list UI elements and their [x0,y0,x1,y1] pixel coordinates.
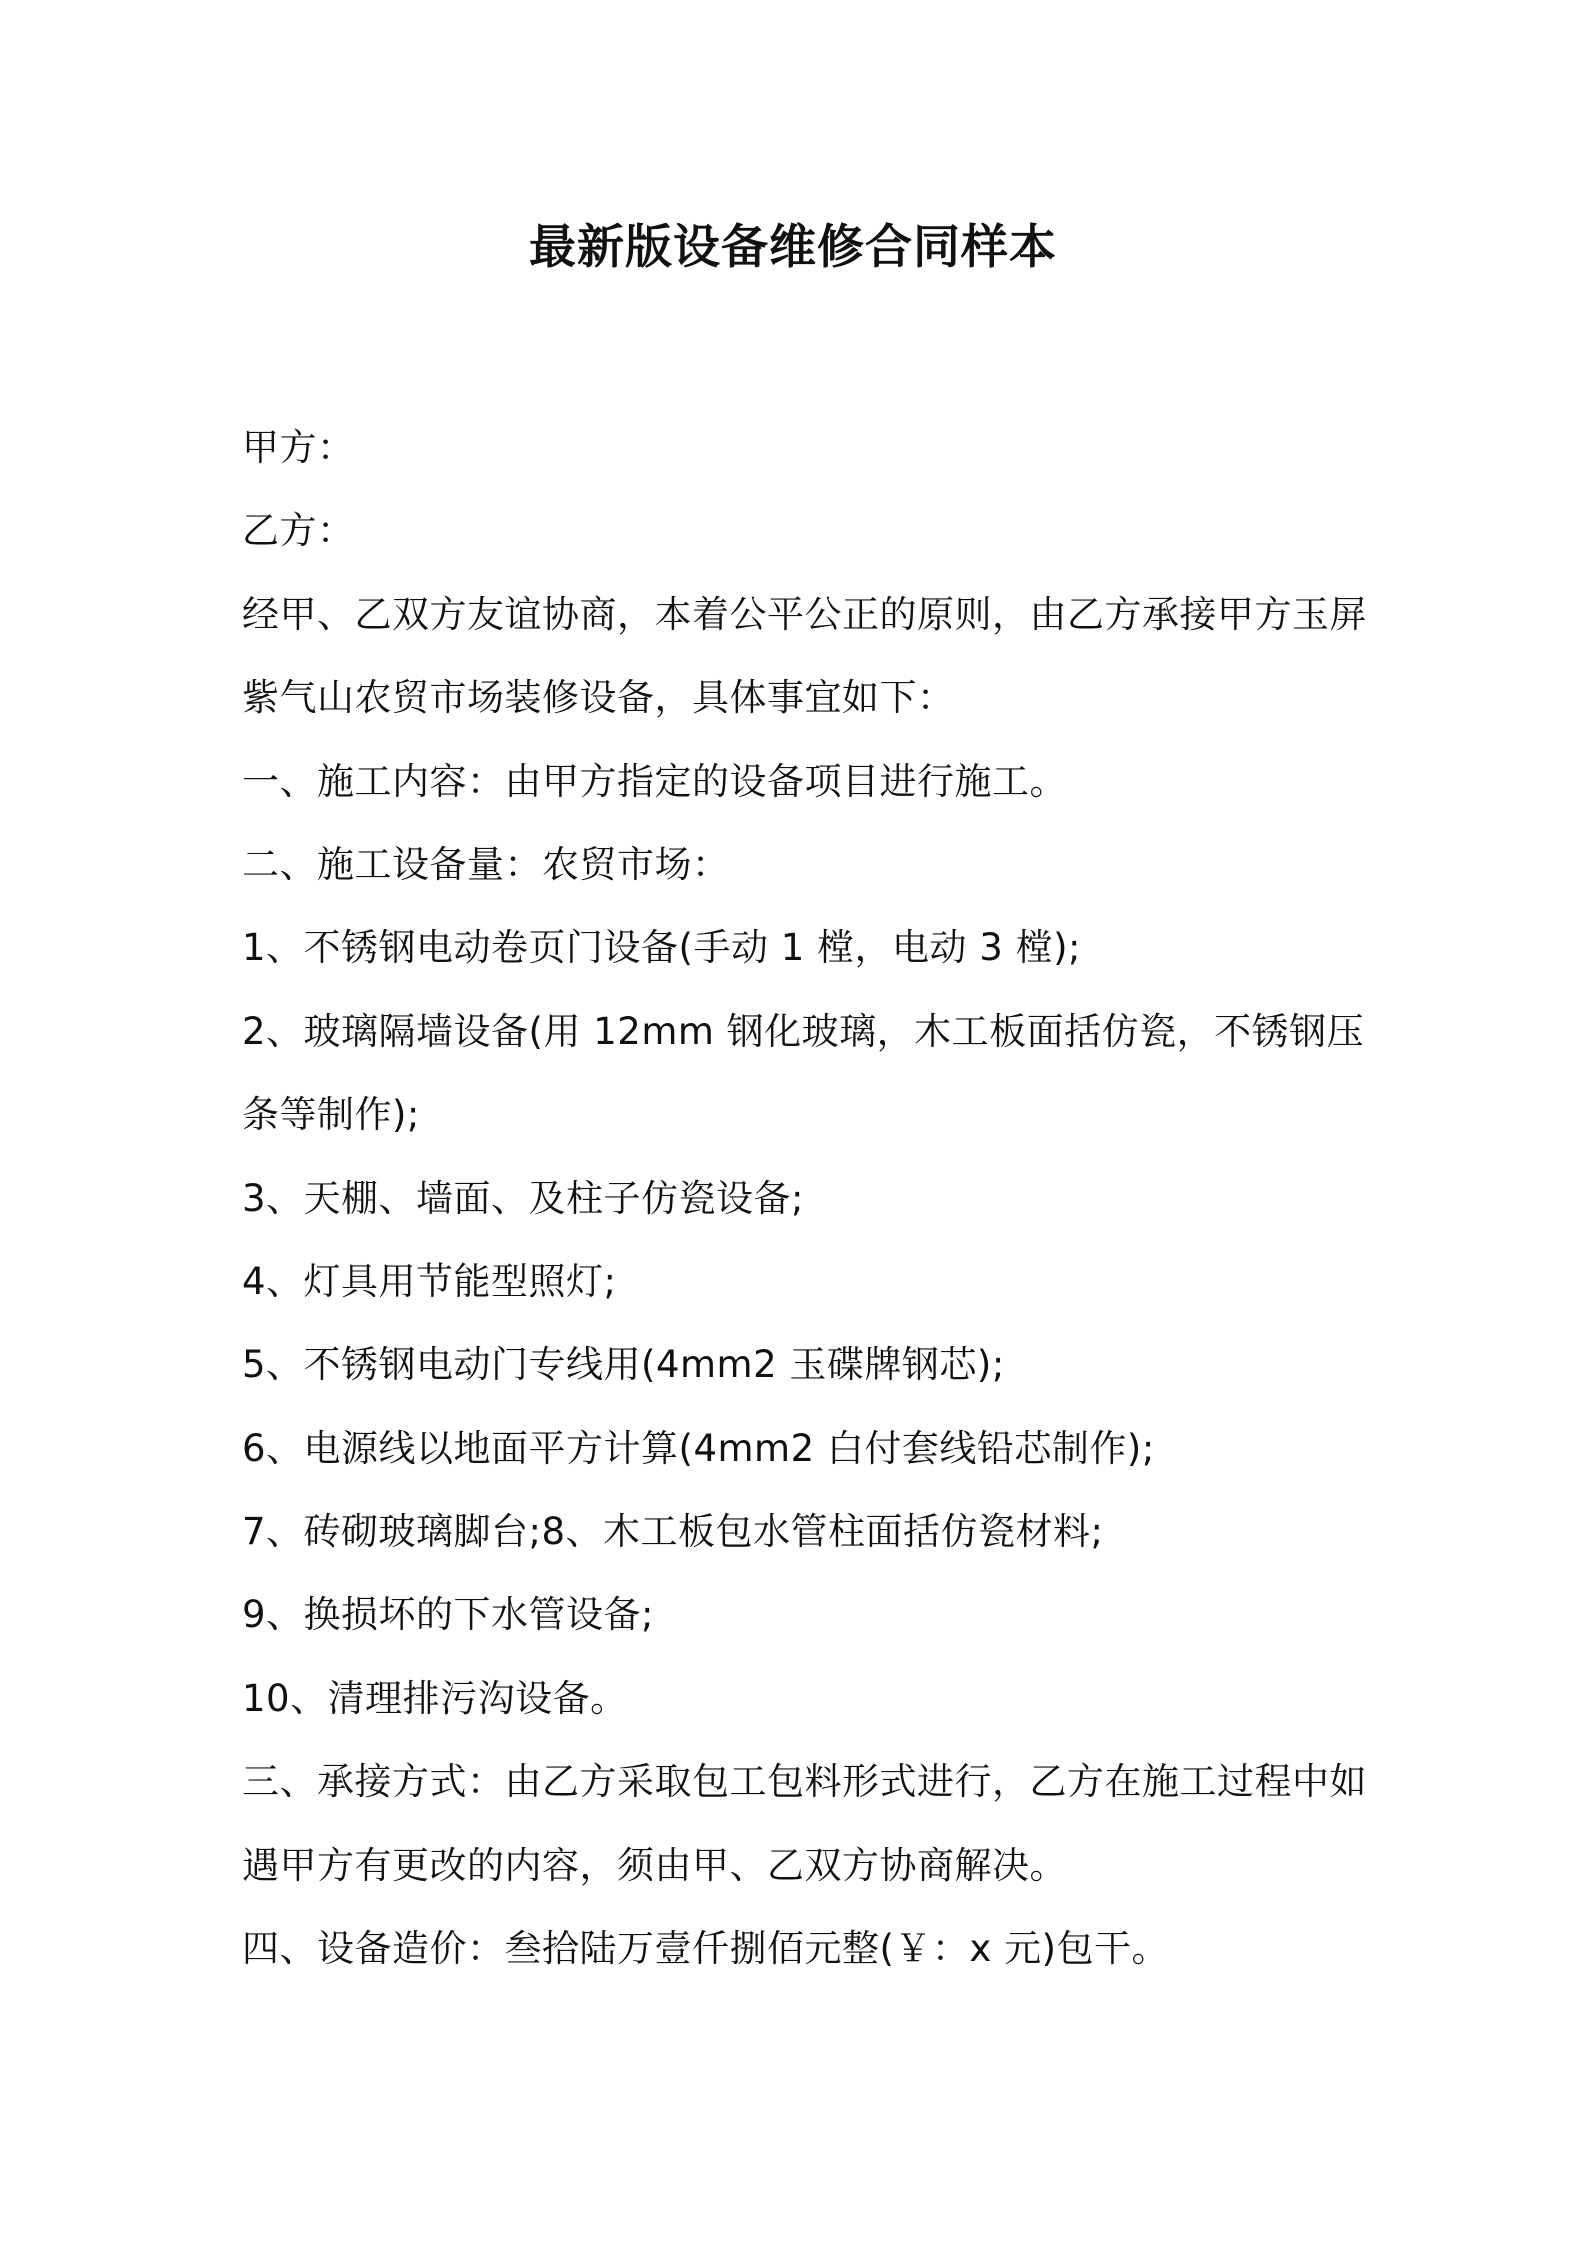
section-construction-quantity: 二、施工设备量：农贸市场： [242,842,730,886]
section-contract-method: 三、承接方式：由乙方采取包工包料形式进行，乙方在施工过程中如 [242,1760,1367,1804]
list-item: 5、不锈钢电动门专线用(4mm2 玉碟牌钢芯); [242,1343,1005,1387]
document-body [242,406,1367,1990]
party-a-line: 甲方： [242,426,355,469]
list-item: 6、电源线以地面平方计算(4mm2 白付套线铅芯制作); [242,1426,1155,1470]
list-item: 1、不锈钢电动卷页门设备(手动 1 樘，电动 3 樘); [242,926,1082,970]
list-item: 2、玻璃隔墙设备(用 12mm 钢化玻璃，木工板面括仿瓷，不锈钢压 [242,1009,1365,1053]
party-b-line: 乙方： [242,509,355,553]
list-item: 10、清理排污沟设备。 [242,1676,628,1720]
intro-paragraph-line: 经甲、乙双方友谊协商，本着公平公正的原则，由乙方承接甲方玉屏 [242,592,1367,636]
list-item: 3、天棚、墙面、及柱子仿瓷设备; [242,1176,805,1220]
section-construction-content: 一、施工内容：由甲方指定的设备项目进行施工。 [242,759,1067,803]
list-item: 4、灯具用节能型照灯; [242,1259,617,1303]
section-equipment-price: 四、设备造价：叁拾陆万壹仟捌佰元整(￥：x 元)包干。 [242,1927,1170,1971]
document-title: 最新版设备维修合同样本 [529,220,1057,275]
list-item: 7、砖砌玻璃脚台;8、木工板包水管柱面括仿瓷材料; [242,1510,1104,1554]
list-item-continuation: 条等制作); [242,1093,420,1137]
intro-paragraph-line: 紫气山农贸市场装修设备，具体事宜如下： [242,676,955,720]
list-item: 9、换损坏的下水管设备; [242,1593,655,1637]
section-contract-method-continuation: 遇甲方有更改的内容，须由甲、乙双方协商解决。 [242,1843,1067,1887]
